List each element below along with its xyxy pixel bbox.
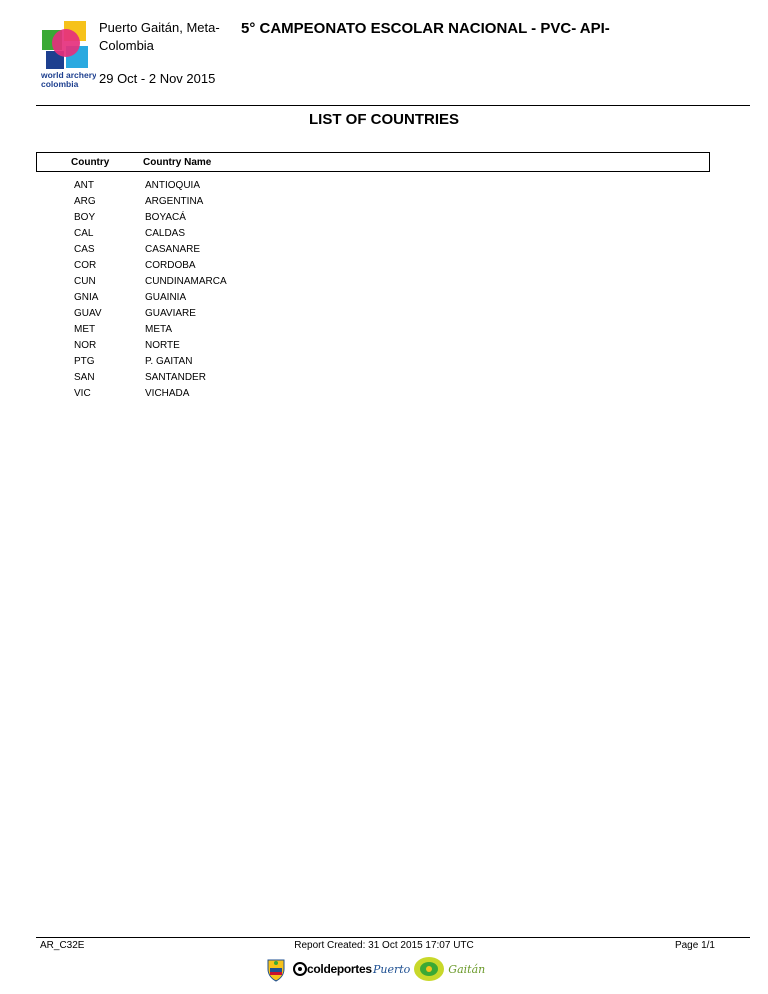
table-row bbox=[36, 210, 710, 226]
table-row bbox=[36, 242, 710, 258]
country-name: BOYACÁ bbox=[145, 212, 186, 223]
country-name: GUAVIARE bbox=[145, 308, 196, 319]
country-name: ANTIOQUIA bbox=[145, 180, 201, 191]
puerto-gaitan-emblem-icon bbox=[413, 956, 445, 982]
country-code: COR bbox=[74, 260, 97, 271]
event-location: Puerto Gaitán, Meta-Colombia bbox=[99, 20, 220, 53]
logo-text-line1: world archery bbox=[41, 70, 96, 80]
table-row bbox=[36, 338, 710, 354]
country-name: CORDOBA bbox=[145, 260, 196, 271]
gaitan-label: Gaitán bbox=[448, 962, 486, 976]
coldeportes-label: coldeportes bbox=[307, 962, 372, 976]
table-row bbox=[36, 194, 710, 210]
table-header bbox=[36, 152, 710, 172]
country-code: ANT bbox=[74, 180, 94, 191]
coldeportes-icon bbox=[293, 962, 307, 976]
header-divider bbox=[36, 105, 750, 106]
country-code: GNIA bbox=[74, 292, 99, 303]
report-code: AR_C32E bbox=[40, 940, 85, 951]
table-row bbox=[36, 306, 710, 322]
table-row bbox=[36, 370, 710, 386]
country-name: NORTE bbox=[145, 340, 180, 351]
puerto-label: Puerto bbox=[373, 962, 411, 976]
country-name: CASANARE bbox=[145, 244, 201, 255]
country-name: CALDAS bbox=[145, 228, 186, 239]
country-name: P. GAITAN bbox=[145, 356, 193, 367]
country-code: VIC bbox=[74, 388, 91, 399]
table-row bbox=[36, 274, 710, 290]
puerto-gaitan-logo bbox=[373, 955, 485, 983]
column-header-country-name: Country Name bbox=[143, 157, 212, 168]
table-row bbox=[36, 226, 710, 242]
country-code: CAL bbox=[74, 228, 94, 239]
footer-divider bbox=[36, 937, 750, 938]
table-row bbox=[36, 354, 710, 370]
table-row bbox=[36, 386, 710, 402]
report-title: LIST OF COUNTRIES bbox=[309, 111, 459, 128]
country-list bbox=[36, 178, 710, 402]
table-row bbox=[36, 178, 710, 194]
country-code: PTG bbox=[74, 356, 95, 367]
country-code: GUAV bbox=[74, 308, 102, 319]
colombia-crest-logo bbox=[265, 955, 287, 983]
country-name: VICHADA bbox=[145, 388, 190, 399]
country-code: SAN bbox=[74, 372, 95, 383]
coldeportes-logo bbox=[293, 955, 372, 983]
country-code: BOY bbox=[74, 212, 96, 223]
table-row bbox=[36, 322, 710, 338]
report-created: Report Created: 31 Oct 2015 17:07 UTC bbox=[294, 940, 474, 951]
event-dates: 29 Oct - 2 Nov 2015 bbox=[99, 71, 216, 86]
table-row bbox=[36, 290, 710, 306]
country-name: GUAINIA bbox=[145, 292, 187, 303]
sponsor-logos bbox=[263, 955, 499, 983]
country-name: SANTANDER bbox=[145, 372, 206, 383]
world-archery-colombia-logo bbox=[40, 18, 96, 88]
country-code: MET bbox=[74, 324, 96, 335]
country-name: CUNDINAMARCA bbox=[145, 276, 227, 287]
page-number: Page 1/1 bbox=[674, 940, 715, 951]
table-row bbox=[36, 258, 710, 274]
country-code: NOR bbox=[74, 340, 97, 351]
country-code: ARG bbox=[74, 196, 96, 207]
country-code: CAS bbox=[74, 244, 95, 255]
logo-text-line2: colombia bbox=[41, 79, 79, 88]
country-code: CUN bbox=[74, 276, 96, 287]
country-name: META bbox=[145, 324, 173, 335]
column-header-country: Country bbox=[71, 157, 110, 168]
event-title: 5° CAMPEONATO ESCOLAR NACIONAL - PVC- API- bbox=[241, 20, 610, 37]
country-name: ARGENTINA bbox=[145, 196, 204, 207]
